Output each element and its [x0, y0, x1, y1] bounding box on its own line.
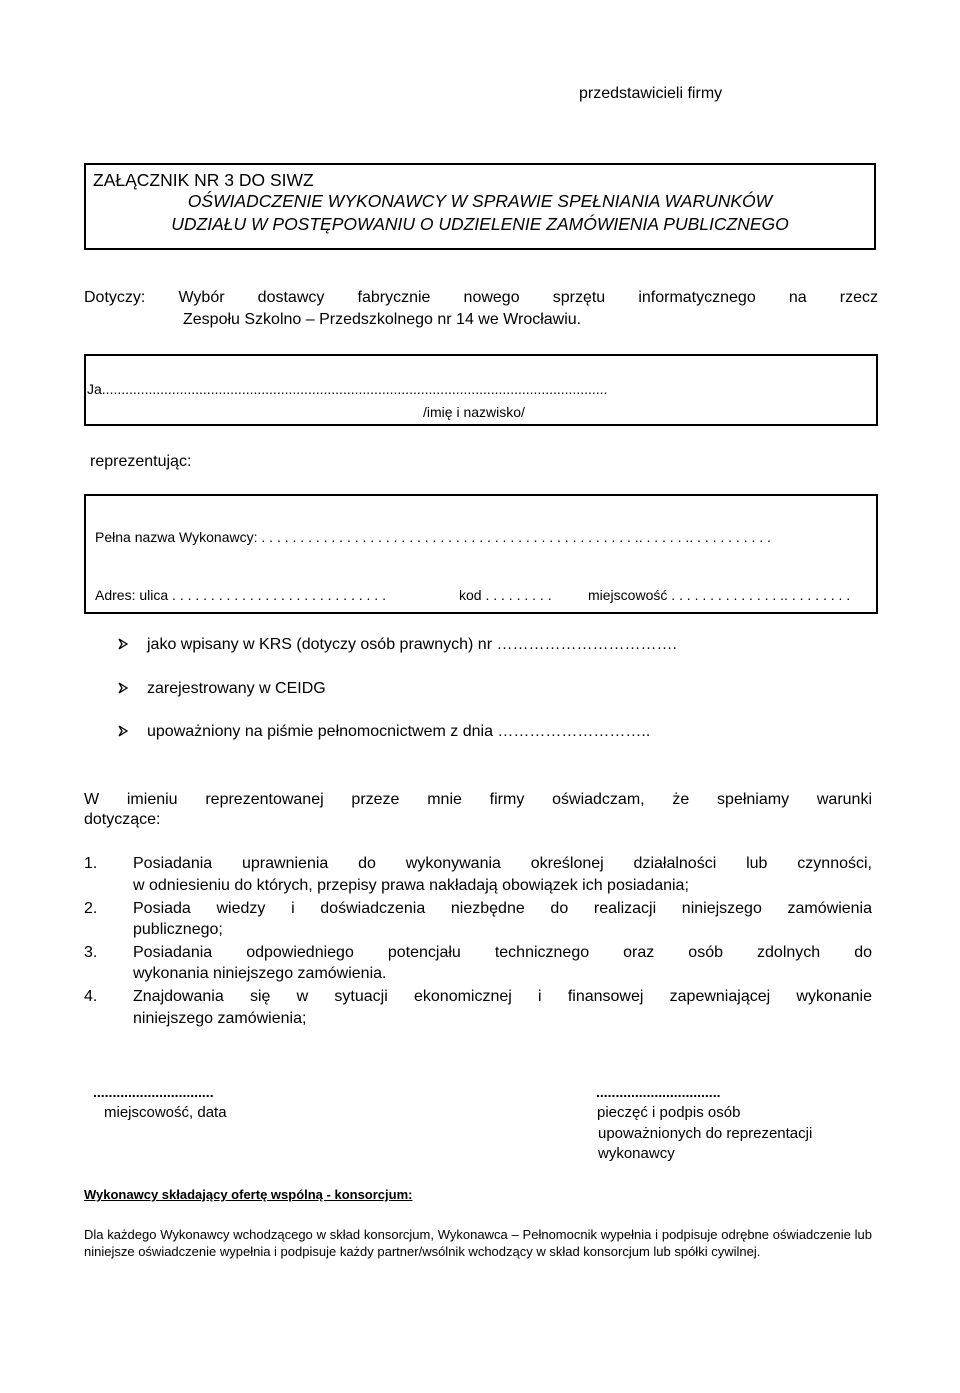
condition-number: 1. [84, 855, 98, 872]
subject-line1: Dotyczy: Wybór dostawcy fabrycznie nowego sprzętu informatycznego na rzecz [84, 289, 878, 306]
consortium-heading: Wykonawcy składający ofertę wspólną - konsorcjum: [84, 1187, 413, 1202]
condition-4-line2: niniejszego zamówienia; [133, 1010, 307, 1027]
condition-4-line1: Znajdowania się w sytuacji ekonomicznej i finansowej zapewniającej wykonanie [133, 988, 872, 1005]
city-field[interactable]: miejscowość . . . . . . . . . . . . . . .. . . . . . . . . [588, 587, 851, 603]
arrow-bullet-icon [118, 637, 128, 655]
name-box [84, 354, 878, 426]
condition-number: 4. [84, 988, 98, 1005]
statement-title-line2: UDZIAŁU W POSTĘPOWANIU O UDZIELENIE ZAMÓWIENIA PUBLICZNEGO [171, 214, 789, 234]
subject-line2: Zespołu Szkolno – Przedszkolnego nr 14 we Wrocławiu. [183, 311, 582, 328]
title-box [84, 163, 876, 250]
condition-2-line1: Posiada wiedzy i doświadczenia niezbędne do realizacji niniejszego zamówienia [133, 900, 872, 917]
consortium-text: Dla każdego Wykonawcy wchodzącego w skład konsorcjum, Wykonawca – Pełnomocnik wypełnia i podpisuje odrębne oświadczenie lub niniejsze oświadczenie wypełnia i podpisuje każdy partner/wsólnik wchodzący w skład konsorcjum lub spółki cywilnej. [84, 1227, 872, 1259]
right-signature-line: ................................ [596, 1084, 721, 1100]
postcode-field[interactable]: kod . . . . . . . . . [459, 587, 552, 603]
representing-label: reprezentując: [90, 453, 192, 470]
right-signature-caption-3: wykonawcy [598, 1145, 675, 1162]
name-field[interactable]: Ja.................................................................................................................................. [87, 381, 608, 397]
right-signature-caption-2: upoważnionych do reprezentacji [598, 1125, 813, 1142]
condition-2-line2: publicznego; [133, 921, 223, 938]
condition-3-line1: Posiadania odpowiedniego potencjału technicznego oraz osób zdolnych do [133, 944, 872, 961]
condition-1-line1: Posiadania uprawnienia do wykonywania określonej działalności lub czynności, [133, 855, 872, 872]
statement-title-line1: OŚWIADCZENIE WYKONAWCY W SPRAWIE SPEŁNIANIA WARUNKÓW [187, 191, 773, 211]
attachment-title: ZAŁĄCZNIK NR 3 DO SIWZ [93, 170, 314, 190]
statement-line2: dotyczące: [84, 811, 161, 828]
contractor-box [84, 494, 878, 614]
contractor-name-field[interactable]: Pełna nazwa Wykonawcy: . . . . . . . . . . . . . . . . . . . . . . . . . . . . . . . . . . . . . . . . . . . . . . . . .. . . . . . .. . . . . . . . . . . [95, 529, 771, 545]
header-label: przedstawicieli firmy [579, 85, 723, 102]
condition-3-line2: wykonania niniejszego zamówienia. [133, 965, 387, 982]
condition-number: 3. [84, 944, 98, 961]
condition-number: 2. [84, 900, 98, 917]
left-signature-caption: miejscowość, data [104, 1104, 227, 1121]
option-krs: jako wpisany w KRS (dotyczy osób prawnych) nr ……………………………. [147, 636, 677, 653]
option-power-of-attorney: upoważniony na piśmie pełnomocnictwem z dnia ……………………….. [147, 723, 651, 740]
left-signature-line: ............................... [93, 1084, 214, 1100]
arrow-bullet-icon [118, 681, 128, 699]
option-ceidg: zarejestrowany w CEIDG [147, 680, 326, 697]
arrow-bullet-icon [118, 724, 128, 742]
statement-line1: W imieniu reprezentowanej przeze mnie firmy oświadczam, że spełniamy warunki [84, 791, 872, 808]
right-signature-caption-1: pieczęć i podpis osób [597, 1104, 741, 1121]
name-caption: /imię i nazwisko/ [423, 404, 525, 420]
condition-1-line2: w odniesieniu do których, przepisy prawa nakładają obowiązek ich posiadania; [133, 877, 689, 894]
street-field[interactable]: Adres: ulica . . . . . . . . . . . . . . . . . . . . . . . . . . . . [95, 587, 386, 603]
